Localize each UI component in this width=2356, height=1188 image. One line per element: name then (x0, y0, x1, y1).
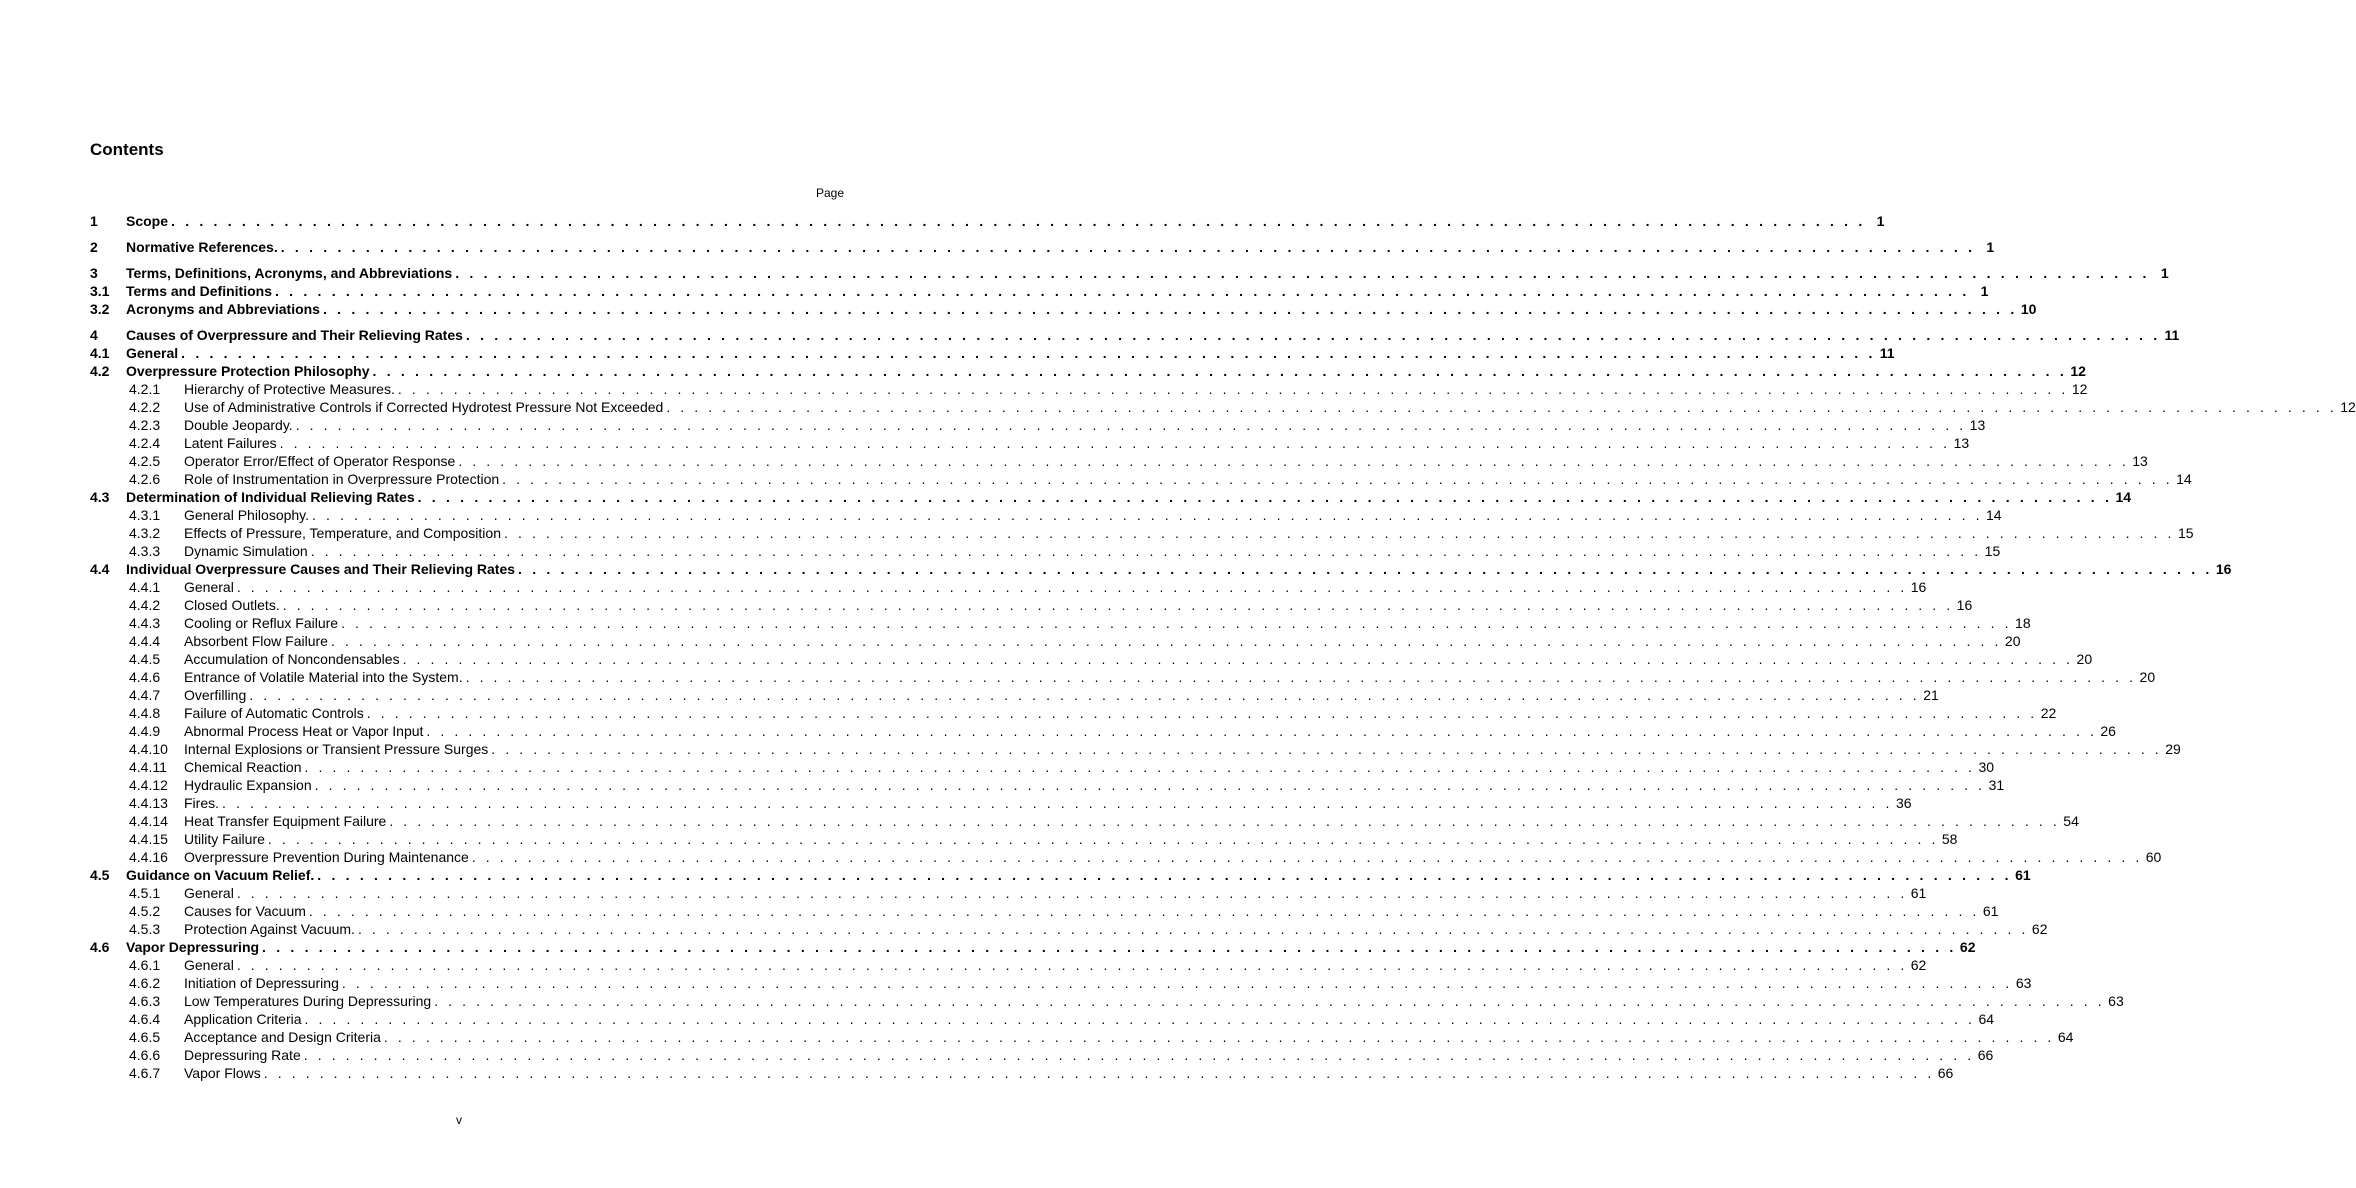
dot-leader: . . . . . . . . . . . . . . . . . . . . . . . . . . . . . . . . . . . . . . . . . . . . . . . . . . . . . . . . . . . . . . . . . . . . . . . . . . . . . . . . . . . . . . . . . . . . . . . . . . . . . . . . . . . . . . . . . . . . . . . . (308, 903, 1980, 919)
dot-leader: . . . . . . . . . . . . . . . . . . . . . . . . . . . . . . . . . . . . . . . . . . . . . . . . . . . . . . . . . . . . . . . . . . . . . . . . . . . . . . . . . . . . . . . . . . . . . . . . . . . . . . . . . . . . . . . . . . . . . . . . (249, 687, 1920, 703)
toc-entry-page: 10 (2020, 301, 2037, 317)
toc-entry-title: Internal Explosions or Transient Pressure Surges (184, 741, 489, 757)
toc-entry[interactable] (90, 238, 1995, 256)
toc-entry-number: 4.4.10 (129, 741, 168, 757)
toc-entry[interactable] (90, 362, 2086, 380)
toc-entry-page: 1 (2160, 265, 2169, 281)
toc-entry-number: 4.4.4 (129, 633, 161, 649)
toc-entry-number: 4.1 (90, 345, 110, 361)
toc-entry-number: 3.1 (90, 283, 110, 299)
toc-entry[interactable] (90, 794, 1912, 812)
toc-entry-number: 4.3 (90, 489, 110, 505)
dot-leader: . . . . . . . . . . . . . . . . . . . . . . . . . . . . . . . . . . . . . . . . . . . . . . . . . . . . . . . . . . . . . . . . . . . . . . . . . . . . . . . . . . . . . . . . . . . . . . . . . . . . . . . . . . . . . . . . . . . . . . . . (389, 813, 2060, 829)
toc-entry-title: Causes of Overpressure and Their Relieving Rates (126, 327, 463, 343)
toc-entry[interactable] (90, 578, 1927, 596)
toc-entry-page: 31 (1988, 777, 2005, 793)
toc-entry-number: 4.4.15 (129, 831, 168, 847)
toc-entry-page: 54 (2063, 813, 2079, 829)
dot-leader: . . . . . . . . . . . . . . . . . . . . . . . . . . . . . . . . . . . . . . . . . . . . . . . . . . . . . . . . . . . . . . . . . . . . . . . . . . . . . . . . . . . . . . . . . . . . . . . . . . . . . . . . . . . . . . . . . . . . . . . . (303, 1047, 1975, 1063)
toc-entry-title: Hierarchy of Protective Measures. (184, 381, 395, 397)
dot-leader: . . . . . . . . . . . . . . . . . . . . . . . . . . . . . . . . . . . . . . . . . . . . . . . . . . . . . . . . . . . . . . . . . . . . . . . . . . . . . . . . . . . . . . . . . . . . . . . . . . . . . . . . . . . . . . . . . . . . . . . . (341, 975, 2013, 991)
toc-entry-number: 4 (90, 327, 98, 343)
toc-entry-title: Causes for Vacuum (184, 903, 306, 919)
dot-leader: . . . . . . . . . . . . . . . . . . . . . . . . . . . . . . . . . . . . . . . . . . . . . . . . . . . . . . . . . . . . . . . . . . . . . . . . . . . . . . . . . . . . . . . . . . . . . . . . . . . . . . . . . . . . . . . . . . . . . . . . (503, 525, 2175, 541)
toc-entry-page: 12 (2070, 363, 2086, 379)
dot-leader: . . . . . . . . . . . . . . . . . . . . . . . . . . . . . . . . . . . . . . . . . . . . . . . . . . . . . . . . . . . . . . . . . . . . . . . . . . . . . . . . . . . . . . . . . . . . . . . . . . . . . . . . . . . . . . . . . . . . . . . . (274, 283, 1970, 299)
toc-entry-page: 64 (2057, 1029, 2074, 1045)
toc-entry[interactable] (90, 1010, 1995, 1028)
toc-entry-title: Terms, Definitions, Acronyms, and Abbreviations (126, 265, 453, 281)
toc-entry[interactable] (90, 992, 2124, 1010)
toc-entry-page: 15 (1984, 543, 2001, 559)
toc-entry[interactable] (90, 300, 2037, 318)
toc-entry-number: 4.4.2 (129, 597, 161, 613)
toc-entry[interactable] (90, 1028, 2074, 1046)
toc-entry[interactable] (90, 722, 2116, 740)
toc-entry-page: 11 (2164, 327, 2180, 343)
toc-entry-title: Low Temperatures During Depressuring (184, 993, 432, 1009)
toc-entry[interactable] (90, 902, 1999, 920)
dot-leader: . . . . . . . . . . . . . . . . . . . . . . . . . . . . . . . . . . . . . . . . . . . . . . . . . . . . . . . . . . . . . . . . . . . . . . . . . . . . . . . . . . . . . . . . . . . . . . . . . . . . . . . . . . . . . . . . . . . . . . . . (236, 579, 1908, 595)
toc-entry-title: Vapor Flows (184, 1065, 261, 1081)
toc-entry-number: 4.6.4 (129, 1011, 161, 1027)
toc-entry-title: Scope (126, 213, 169, 229)
toc-entry-page: 14 (2176, 471, 2192, 487)
toc-entry-title: Accumulation of Noncondensables (184, 651, 400, 667)
toc-entry-title: Chemical Reaction (184, 759, 302, 775)
toc-entry-number: 4.4.8 (129, 705, 161, 721)
toc-entry-page: 1 (1986, 239, 1995, 255)
toc-entry-page: 62 (2031, 921, 2048, 937)
dot-leader: . . . . . . . . . . . . . . . . . . . . . . . . . . . . . . . . . . . . . . . . . . . . . . . . . . . . . . . . . . . . . . . . . . . . . . . . . . . . . . . . . . . . . . . . . . . . . . . . . . . . . . . . . . . . . . . . . . . . . . . . (267, 831, 1939, 847)
toc-entry-title: General (184, 957, 234, 973)
toc-entry[interactable] (90, 398, 2356, 416)
toc-entry-title: Individual Overpressure Causes and Their Relieving Rates (126, 561, 516, 577)
dot-leader: . . . . . . . . . . . . . . . . . . . . . . . . . . . . . . . . . . . . . . . . . . . . . . . . . . . . . . . . . . . . . . . . . . . . . . . . . . . . . . . . . . . . . . . . . . . . . . . . . . . . . . . . . . . . . . . . . . . . . . . . (357, 921, 2029, 937)
toc-entry[interactable] (90, 1064, 1954, 1082)
dot-leader: . . . . . . . . . . . . . . . . . . . . . . . . . . . . . . . . . . . . . . . . . . . . . . . . . . . . . . . . . . . . . . . . . . . . . . . . . . . . . . . . . . . . . . . . . . . . . . . . . . . . . . . . . . . . . . . . . . . . . . . . (417, 489, 2113, 505)
dot-leader: . . . . . . . . . . . . . . . . . . . . . . . . . . . . . . . . . . . . . . . . . . . . . . . . . . . . . . . . . . . . . . . . . . . . . . . . . . . . . . . . . . . . . . . . . . . . . . . . . . . . . . . . . . . . . . . . . . . . . . . . (236, 885, 1908, 901)
toc-entry-title: Guidance on Vacuum Relief. (126, 867, 315, 883)
page-title: Contents (90, 140, 164, 159)
toc-entry-title: Application Criteria (184, 1011, 302, 1027)
toc-entry-number: 4.4.11 (129, 759, 167, 775)
toc-entry-page: 12 (2071, 381, 2088, 397)
toc-entry-number: 4.2.4 (129, 435, 161, 451)
toc-entry-title: Role of Instrumentation in Overpressure Protection (184, 471, 500, 487)
dot-leader: . . . . . . . . . . . . . . . . . . . . . . . . . . . . . . . . . . . . . . . . . . . . . . . . . . . . . . . . . . . . . . . . . . . . . . . . . . . . . . . . . . . . . . . . . . . . . . . . . . . . . . . . . . . . . . . . . . . . . . . . (471, 849, 2143, 865)
toc-entry-title: Acronyms and Abbreviations (126, 301, 320, 317)
toc-entry-number: 4.6.3 (129, 993, 161, 1009)
toc-entry-number: 4.5.3 (129, 921, 161, 937)
toc-entry-number: 4.6 (90, 939, 110, 955)
toc-entry-title: Entrance of Volatile Material into the System. (184, 669, 463, 685)
toc-entry-page: 13 (1969, 417, 1986, 433)
toc-entry-number: 4.3.3 (129, 543, 161, 559)
toc-entry-number: 4.6.7 (129, 1065, 161, 1081)
toc-entry-page: 26 (2100, 723, 2116, 739)
toc-entry-page: 61 (1910, 885, 1927, 901)
toc-entry-page: 66 (1937, 1065, 1954, 1081)
dot-leader: . . . . . . . . . . . . . . . . . . . . . . . . . . . . . . . . . . . . . . . . . . . . . . . . . . . . . . . . . . . . . . . . . . . . . . . . . . . . . . . . . . . . . . . . . . . . . . . . . . . . . . . . . . . . . . . . . . . . . . . . (295, 417, 1967, 433)
toc-entry-page: 11 (1879, 345, 1895, 361)
dot-leader: . . . . . . . . . . . . . . . . . . . . . . . . . . . . . . . . . . . . . . . . . . . . . . . . . . . . . . . . . . . . . . . . . . . . . . . . . . . . . . . . . . . . . . . . . . . . . . . . . . . . . . . . . . . . . . . . . . . . . . . . (280, 239, 1976, 255)
toc-entry-number: 4.4.1 (129, 579, 161, 595)
toc-entry-title: Abnormal Process Heat or Vapor Input (184, 723, 424, 739)
dot-leader: . . . . . . . . . . . . . . . . . . . . . . . . . . . . . . . . . . . . . . . . . . . . . . . . . . . . . . . . . . . . . . . . . . . . . . . . . . . . . . . . . . . . . . . . . . . . . . . . . . . . . . . . . . . . . . . . . . . . . . . . (263, 1065, 1935, 1081)
toc-entry-number: 1 (90, 213, 98, 229)
toc-entry-title: Closed Outlets. (184, 597, 280, 613)
dot-leader: . . . . . . . . . . . . . . . . . . . . . . . . . . . . . . . . . . . . . . . . . . . . . . . . . . . . . . . . . . . . . . . . . . . . . . . . . . . . . . . . . . . . . . . . . . . . . . . . . . . . . . . . . . . . . . . . . . . . . . . . (426, 723, 2097, 739)
dot-leader: . . . . . . . . . . . . . . . . . . . . . . . . . . . . . . . . . . . . . . . . . . . . . . . . . . . . . . . . . . . . . . . . . . . . . . . . . . . . . . . . . . . . . . . . . . . . . . . . . . . . . . . . . . . . . . . . . . . . . . . . (304, 1011, 1976, 1027)
toc-entry-page: 61 (2015, 867, 2031, 883)
toc-entry-page: 62 (1959, 939, 1976, 955)
toc-entry[interactable] (90, 212, 1885, 230)
toc-entry-number: 4.4.6 (129, 669, 161, 685)
toc-entry-number: 4.6.1 (129, 957, 161, 973)
toc-entry[interactable] (90, 434, 1970, 452)
toc-entry-page: 12 (2340, 399, 2356, 415)
dot-leader: . . . . . . . . . . . . . . . . . . . . . . . . . . . . . . . . . . . . . . . . . . . . . . . . . . . . . . . . . . . . . . . . . . . . . . . . . . . . . . . . . . . . . . . . . . . . . . . . . . . . . . . . . . . . . . . . . . . . . . . . (465, 669, 2137, 685)
toc-entry[interactable] (90, 884, 1927, 902)
toc-entry-number: 4.2.2 (129, 399, 161, 415)
toc-entry[interactable] (90, 650, 2093, 668)
footer-page-number: v (456, 1113, 462, 1127)
toc-entry-title: Effects of Pressure, Temperature, and Composition (184, 525, 501, 541)
toc-entry-title: Depressuring Rate (184, 1047, 301, 1063)
toc-entry[interactable] (90, 740, 2181, 758)
dot-leader: . . . . . . . . . . . . . . . . . . . . . . . . . . . . . . . . . . . . . . . . . . . . . . . . . . . . . . . . . . . . . . . . . . . . . . . . . . . . . . . . . . . . . . . . . . . . . . . . . . . . . . . . . . . . . . . . . . . . . . . . (330, 633, 2002, 649)
toc-entry-number: 4.4.7 (129, 687, 161, 703)
toc-entry-title: Absorbent Flow Failure (184, 633, 328, 649)
toc-entry[interactable] (90, 758, 1995, 776)
toc-entry-page: 20 (2004, 633, 2021, 649)
toc-entry-page: 61 (1982, 903, 1999, 919)
toc-entry-number: 4.2 (90, 363, 110, 379)
toc-entry-number: 4.2.1 (129, 381, 161, 397)
toc-entry-page: 13 (1953, 435, 1970, 451)
toc-entry[interactable] (90, 326, 2180, 344)
toc-entry-number: 4.6.5 (129, 1029, 161, 1045)
dot-leader: . . . . . . . . . . . . . . . . . . . . . . . . . . . . . . . . . . . . . . . . . . . . . . . . . . . . . . . . . . . . . . . . . . . . . . . . . . . . . . . . . . . . . . . . . . . . . . . . . . . . . . . . . . . . . . . . . . . . . . . . (181, 345, 1876, 361)
dot-leader: . . . . . . . . . . . . . . . . . . . . . . . . . . . . . . . . . . . . . . . . . . . . . . . . . . . . . . . . . . . . . . . . . . . . . . . . . . . . . . . . . . . . . . . . . . . . . . . . . . . . . . . . . . . . . . . . . . . . . . . . (666, 399, 2337, 415)
toc-entry-number: 4.3.1 (129, 507, 161, 523)
toc-entry-page: 21 (1923, 687, 1939, 703)
dot-leader: . . . . . . . . . . . . . . . . . . . . . . . . . . . . . . . . . . . . . . . . . . . . . . . . . . . . . . . . . . . . . . . . . . . . . . . . . . . . . . . . . . . . . . . . . . . . . . . . . . . . . . . . . . . . . . . . . . . . . . . . (372, 363, 2067, 379)
toc-entry[interactable] (90, 506, 2002, 524)
dot-leader: . . . . . . . . . . . . . . . . . . . . . . . . . . . . . . . . . . . . . . . . . . . . . . . . . . . . . . . . . . . . . . . . . . . . . . . . . . . . . . . . . . . . . . . . . . . . . . . . . . . . . . . . . . . . . . . . . . . . . . . . (465, 327, 2161, 343)
toc-entry[interactable] (90, 632, 2021, 650)
toc-entry-page: 36 (1895, 795, 1912, 811)
dot-leader: . . . . . . . . . . . . . . . . . . . . . . . . . . . . . . . . . . . . . . . . . . . . . . . . . . . . . . . . . . . . . . . . . . . . . . . . . . . . . . . . . . . . . . . . . . . . . . . . . . . . . . . . . . . . . . . . . . . . . . . . (262, 939, 1957, 955)
toc-entry-title: General (184, 579, 234, 595)
dot-leader: . . . . . . . . . . . . . . . . . . . . . . . . . . . . . . . . . . . . . . . . . . . . . . . . . . . . . . . . . . . . . . . . . . . . . . . . . . . . . . . . . . . . . . . . . . . . . . . . . . . . . . . . . . . . . . . . . . . . . . . . (491, 741, 2162, 757)
toc-entry-page: 18 (2015, 615, 2031, 631)
toc-entry-title: Acceptance and Design Criteria (184, 1029, 381, 1045)
dot-leader: . . . . . . . . . . . . . . . . . . . . . . . . . . . . . . . . . . . . . . . . . . . . . . . . . . . . . . . . . . . . . . . . . . . . . . . . . . . . . . . . . . . . . . . . . . . . . . . . . . . . . . . . . . . . . . . . . . . . . . . . (502, 471, 2173, 487)
toc-entry-title: General (184, 885, 234, 901)
toc-entry-number: 4.2.5 (129, 453, 161, 469)
toc-entry-title: Vapor Depressuring (126, 939, 260, 955)
toc-entry-title: Utility Failure (184, 831, 265, 847)
toc-entry-number: 4.4 (90, 561, 110, 577)
toc-entry-page: 20 (2076, 651, 2093, 667)
toc-entry-page: 58 (1941, 831, 1958, 847)
toc-entry-title: General (126, 345, 179, 361)
toc-entry[interactable] (90, 704, 2057, 722)
toc-entry-number: 4.5.2 (129, 903, 161, 919)
dot-leader: . . . . . . . . . . . . . . . . . . . . . . . . . . . . . . . . . . . . . . . . . . . . . . . . . . . . . . . . . . . . . . . . . . . . . . . . . . . . . . . . . . . . . . . . . . . . . . . . . . . . . . . . . . . . . . . . . . . . . . . . (282, 597, 1954, 613)
toc-entry[interactable] (90, 542, 2001, 560)
toc-entry[interactable] (90, 956, 1927, 974)
toc-entry-title: Heat Transfer Equipment Failure (184, 813, 387, 829)
toc-entry-title: Terms and Definitions (126, 283, 272, 299)
dot-leader: . . . . . . . . . . . . . . . . . . . . . . . . . . . . . . . . . . . . . . . . . . . . . . . . . . . . . . . . . . . . . . . . . . . . . . . . . . . . . . . . . . . . . . . . . . . . . . . . . . . . . . . . . . . . . . . . . . . . . . . . (434, 993, 2105, 1009)
toc-entry-page: 20 (2139, 669, 2156, 685)
dot-leader: . . . . . . . . . . . . . . . . . . . . . . . . . . . . . . . . . . . . . . . . . . . . . . . . . . . . . . . . . . . . . . . . . . . . . . . . . . . . . . . . . . . . . . . . . . . . . . . . . . . . . . . . . . . . . . . . . . . . . . . . (312, 507, 1983, 523)
toc-entry-number: 2 (90, 239, 98, 255)
toc-entry-page: 14 (2115, 489, 2132, 505)
toc-entry-page: 13 (2132, 453, 2148, 469)
toc-entry[interactable] (90, 470, 2192, 488)
toc-entry[interactable] (90, 380, 2088, 398)
toc-entry[interactable] (90, 776, 2005, 794)
toc-entry-page: 14 (1986, 507, 2002, 523)
toc-entry[interactable] (90, 488, 2132, 506)
table-of-contents (90, 212, 2356, 1082)
toc-entry-page: 66 (1977, 1047, 1994, 1063)
toc-entry-title: Overfilling (184, 687, 247, 703)
toc-entry-title: General Philosophy. (184, 507, 310, 523)
toc-entry-number: 4.4.3 (129, 615, 161, 631)
toc-entry[interactable] (90, 344, 1895, 362)
toc-entry-page: 16 (1956, 597, 1973, 613)
toc-entry-page: 64 (1978, 1011, 1995, 1027)
toc-entry-number: 4.4.14 (129, 813, 168, 829)
toc-entry[interactable] (90, 668, 2156, 686)
toc-entry-number: 4.6.2 (129, 975, 161, 991)
dot-leader: . . . . . . . . . . . . . . . . . . . . . . . . . . . . . . . . . . . . . . . . . . . . . . . . . . . . . . . . . . . . . . . . . . . . . . . . . . . . . . . . . . . . . . . . . . . . . . . . . . . . . . . . . . . . . . . . . . . . . . . . (341, 615, 2012, 631)
dot-leader: . . . . . . . . . . . . . . . . . . . . . . . . . . . . . . . . . . . . . . . . . . . . . . . . . . . . . . . . . . . . . . . . . . . . . . . . . . . . . . . . . . . . . . . . . . . . . . . . . . . . . . . . . . . . . . . . . . . . . . . . (236, 957, 1908, 973)
toc-entry-page: 16 (2215, 561, 2232, 577)
toc-entry-page: 1 (1980, 283, 1989, 299)
dot-leader: . . . . . . . . . . . . . . . . . . . . . . . . . . . . . . . . . . . . . . . . . . . . . . . . . . . . . . . . . . . . . . . . . . . . . . . . . . . . . . . . . . . . . . . . . . . . . . . . . . . . . . . . . . . . . . . . . . . . . . . . (322, 301, 2018, 317)
toc-entry-page: 1 (1876, 213, 1885, 229)
toc-entry-number: 4.5 (90, 867, 110, 883)
dot-leader: . . . . . . . . . . . . . . . . . . . . . . . . . . . . . . . . . . . . . . . . . . . . . . . . . . . . . . . . . . . . . . . . . . . . . . . . . . . . . . . . . . . . . . . . . . . . . . . . . . . . . . . . . . . . . . . . . . . . . . . . (458, 453, 2129, 469)
page-column-label: Page (815, 186, 844, 200)
toc-entry-number: 4.5.1 (129, 885, 161, 901)
dot-leader: . . . . . . . . . . . . . . . . . . . . . . . . . . . . . . . . . . . . . . . . . . . . . . . . . . . . . . . . . . . . . . . . . . . . . . . . . . . . . . . . . . . . . . . . . . . . . . . . . . . . . . . . . . . . . . . . . . . . . . . . (310, 543, 1982, 559)
dot-leader: . . . . . . . . . . . . . . . . . . . . . . . . . . . . . . . . . . . . . . . . . . . . . . . . . . . . . . . . . . . . . . . . . . . . . . . . . . . . . . . . . . . . . . . . . . . . . . . . . . . . . . . . . . . . . . . . . . . . . . . . (455, 265, 2150, 281)
dot-leader: . . . . . . . . . . . . . . . . . . . . . . . . . . . . . . . . . . . . . . . . . . . . . . . . . . . . . . . . . . . . . . . . . . . . . . . . . . . . . . . . . . . . . . . . . . . . . . . . . . . . . . . . . . . . . . . . . . . . . . . . (171, 213, 1866, 229)
toc-entry-title: Latent Failures (184, 435, 277, 451)
dot-leader: . . . . . . . . . . . . . . . . . . . . . . . . . . . . . . . . . . . . . . . . . . . . . . . . . . . . . . . . . . . . . . . . . . . . . . . . . . . . . . . . . . . . . . . . . . . . . . . . . . . . . . . . . . . . . . . . . . . . . . . . (222, 795, 1893, 811)
toc-entry[interactable] (90, 848, 2162, 866)
toc-entry[interactable] (90, 686, 1939, 704)
toc-entry-number: 4.2.6 (129, 471, 161, 487)
toc-entry[interactable] (90, 866, 2031, 884)
toc-entry-number: 4.3.2 (129, 525, 161, 541)
dot-leader: . . . . . . . . . . . . . . . . . . . . . . . . . . . . . . . . . . . . . . . . . . . . . . . . . . . . . . . . . . . . . . . . . . . . . . . . . . . . . . . . . . . . . . . . . . . . . . . . . . . . . . . . . . . . . . . . . . . . . . . . (279, 435, 1951, 451)
dot-leader: . . . . . . . . . . . . . . . . . . . . . . . . . . . . . . . . . . . . . . . . . . . . . . . . . . . . . . . . . . . . . . . . . . . . . . . . . . . . . . . . . . . . . . . . . . . . . . . . . . . . . . . . . . . . . . . . . . . . . . . . (314, 777, 1986, 793)
dot-leader: . . . . . . . . . . . . . . . . . . . . . . . . . . . . . . . . . . . . . . . . . . . . . . . . . . . . . . . . . . . . . . . . . . . . . . . . . . . . . . . . . . . . . . . . . . . . . . . . . . . . . . . . . . . . . . . . . . . . . . . . (366, 705, 2038, 721)
toc-entry[interactable] (90, 264, 2169, 282)
toc-entry-page: 60 (2145, 849, 2162, 865)
dot-leader: . . . . . . . . . . . . . . . . . . . . . . . . . . . . . . . . . . . . . . . . . . . . . . . . . . . . . . . . . . . . . . . . . . . . . . . . . . . . . . . . . . . . . . . . . . . . . . . . . . . . . . . . . . . . . . . . . . . . . . . . (518, 561, 2213, 577)
toc-entry-title: Cooling or Reflux Failure (184, 615, 339, 631)
toc-entry[interactable] (90, 614, 2031, 632)
dot-leader: . . . . . . . . . . . . . . . . . . . . . . . . . . . . . . . . . . . . . . . . . . . . . . . . . . . . . . . . . . . . . . . . . . . . . . . . . . . . . . . . . . . . . . . . . . . . . . . . . . . . . . . . . . . . . . . . . . . . . . . . (383, 1029, 2055, 1045)
toc-entry[interactable] (90, 452, 2148, 470)
toc-entry[interactable] (90, 416, 1986, 434)
toc-entry[interactable] (90, 524, 2194, 542)
toc-entry-page: 29 (2165, 741, 2181, 757)
toc-entry-title: Double Jeopardy. (184, 417, 293, 433)
toc-entry-page: 15 (2177, 525, 2194, 541)
toc-entry-page: 63 (2015, 975, 2032, 991)
toc-entry[interactable] (90, 938, 1976, 956)
toc-entry-page: 62 (1910, 957, 1927, 973)
toc-entry-number: 4.4.13 (129, 795, 168, 811)
dot-leader: . . . . . . . . . . . . . . . . . . . . . . . . . . . . . . . . . . . . . . . . . . . . . . . . . . . . . . . . . . . . . . . . . . . . . . . . . . . . . . . . . . . . . . . . . . . . . . . . . . . . . . . . . . . . . . . . . . . . . . . . (304, 759, 1976, 775)
dot-leader: . . . . . . . . . . . . . . . . . . . . . . . . . . . . . . . . . . . . . . . . . . . . . . . . . . . . . . . . . . . . . . . . . . . . . . . . . . . . . . . . . . . . . . . . . . . . . . . . . . . . . . . . . . . . . . . . . . . . . . . . (402, 651, 2074, 667)
toc-entry-number: 4.6.6 (129, 1047, 161, 1063)
toc-entry-number: 4.4.9 (129, 723, 161, 739)
toc-entry[interactable] (90, 974, 2032, 992)
toc-entry-page: 22 (2040, 705, 2057, 721)
toc-entry-number: 3.2 (90, 301, 110, 317)
toc-entry-title: Fires. (184, 795, 219, 811)
dot-leader: . . . . . . . . . . . . . . . . . . . . . . . . . . . . . . . . . . . . . . . . . . . . . . . . . . . . . . . . . . . . . . . . . . . . . . . . . . . . . . . . . . . . . . . . . . . . . . . . . . . . . . . . . . . . . . . . . . . . . . . . (317, 867, 2012, 883)
toc-entry[interactable] (90, 596, 1973, 614)
dot-leader: . . . . . . . . . . . . . . . . . . . . . . . . . . . . . . . . . . . . . . . . . . . . . . . . . . . . . . . . . . . . . . . . . . . . . . . . . . . . . . . . . . . . . . . . . . . . . . . . . . . . . . . . . . . . . . . . . . . . . . . . (397, 381, 2069, 397)
toc-entry[interactable] (90, 282, 1989, 300)
toc-entry-title: Operator Error/Effect of Operator Response (184, 453, 456, 469)
toc-entry-page: 63 (2108, 993, 2124, 1009)
toc-entry-title: Protection Against Vacuum. (184, 921, 355, 937)
toc-entry-number: 4.4.16 (129, 849, 168, 865)
toc-entry-title: Determination of Individual Relieving Rates (126, 489, 415, 505)
toc-entry[interactable] (90, 920, 2048, 938)
toc-entry-number: 4.2.3 (129, 417, 161, 433)
toc-entry-title: Normative References. (126, 239, 278, 255)
toc-entry-number: 3 (90, 265, 98, 281)
toc-entry-number: 4.4.5 (129, 651, 161, 667)
toc-entry-number: 4.4.12 (129, 777, 168, 793)
toc-entry-title: Hydraulic Expansion (184, 777, 312, 793)
toc-entry[interactable] (90, 1046, 1994, 1064)
toc-entry-page: 16 (1910, 579, 1927, 595)
toc-entry[interactable] (90, 830, 1958, 848)
toc-entry-title: Initiation of Depressuring (184, 975, 339, 991)
toc-entry-title: Dynamic Simulation (184, 543, 308, 559)
toc-entry-title: Use of Administrative Controls if Corrected Hydrotest Pressure Not Exceeded (184, 399, 664, 415)
toc-entry[interactable] (90, 560, 2232, 578)
toc-entry-title: Overpressure Protection Philosophy (126, 363, 370, 379)
toc-entry[interactable] (90, 812, 2079, 830)
toc-entry-page: 30 (1978, 759, 1995, 775)
toc-entry-title: Failure of Automatic Controls (184, 705, 364, 721)
toc-entry-title: Overpressure Prevention During Maintenance (184, 849, 469, 865)
